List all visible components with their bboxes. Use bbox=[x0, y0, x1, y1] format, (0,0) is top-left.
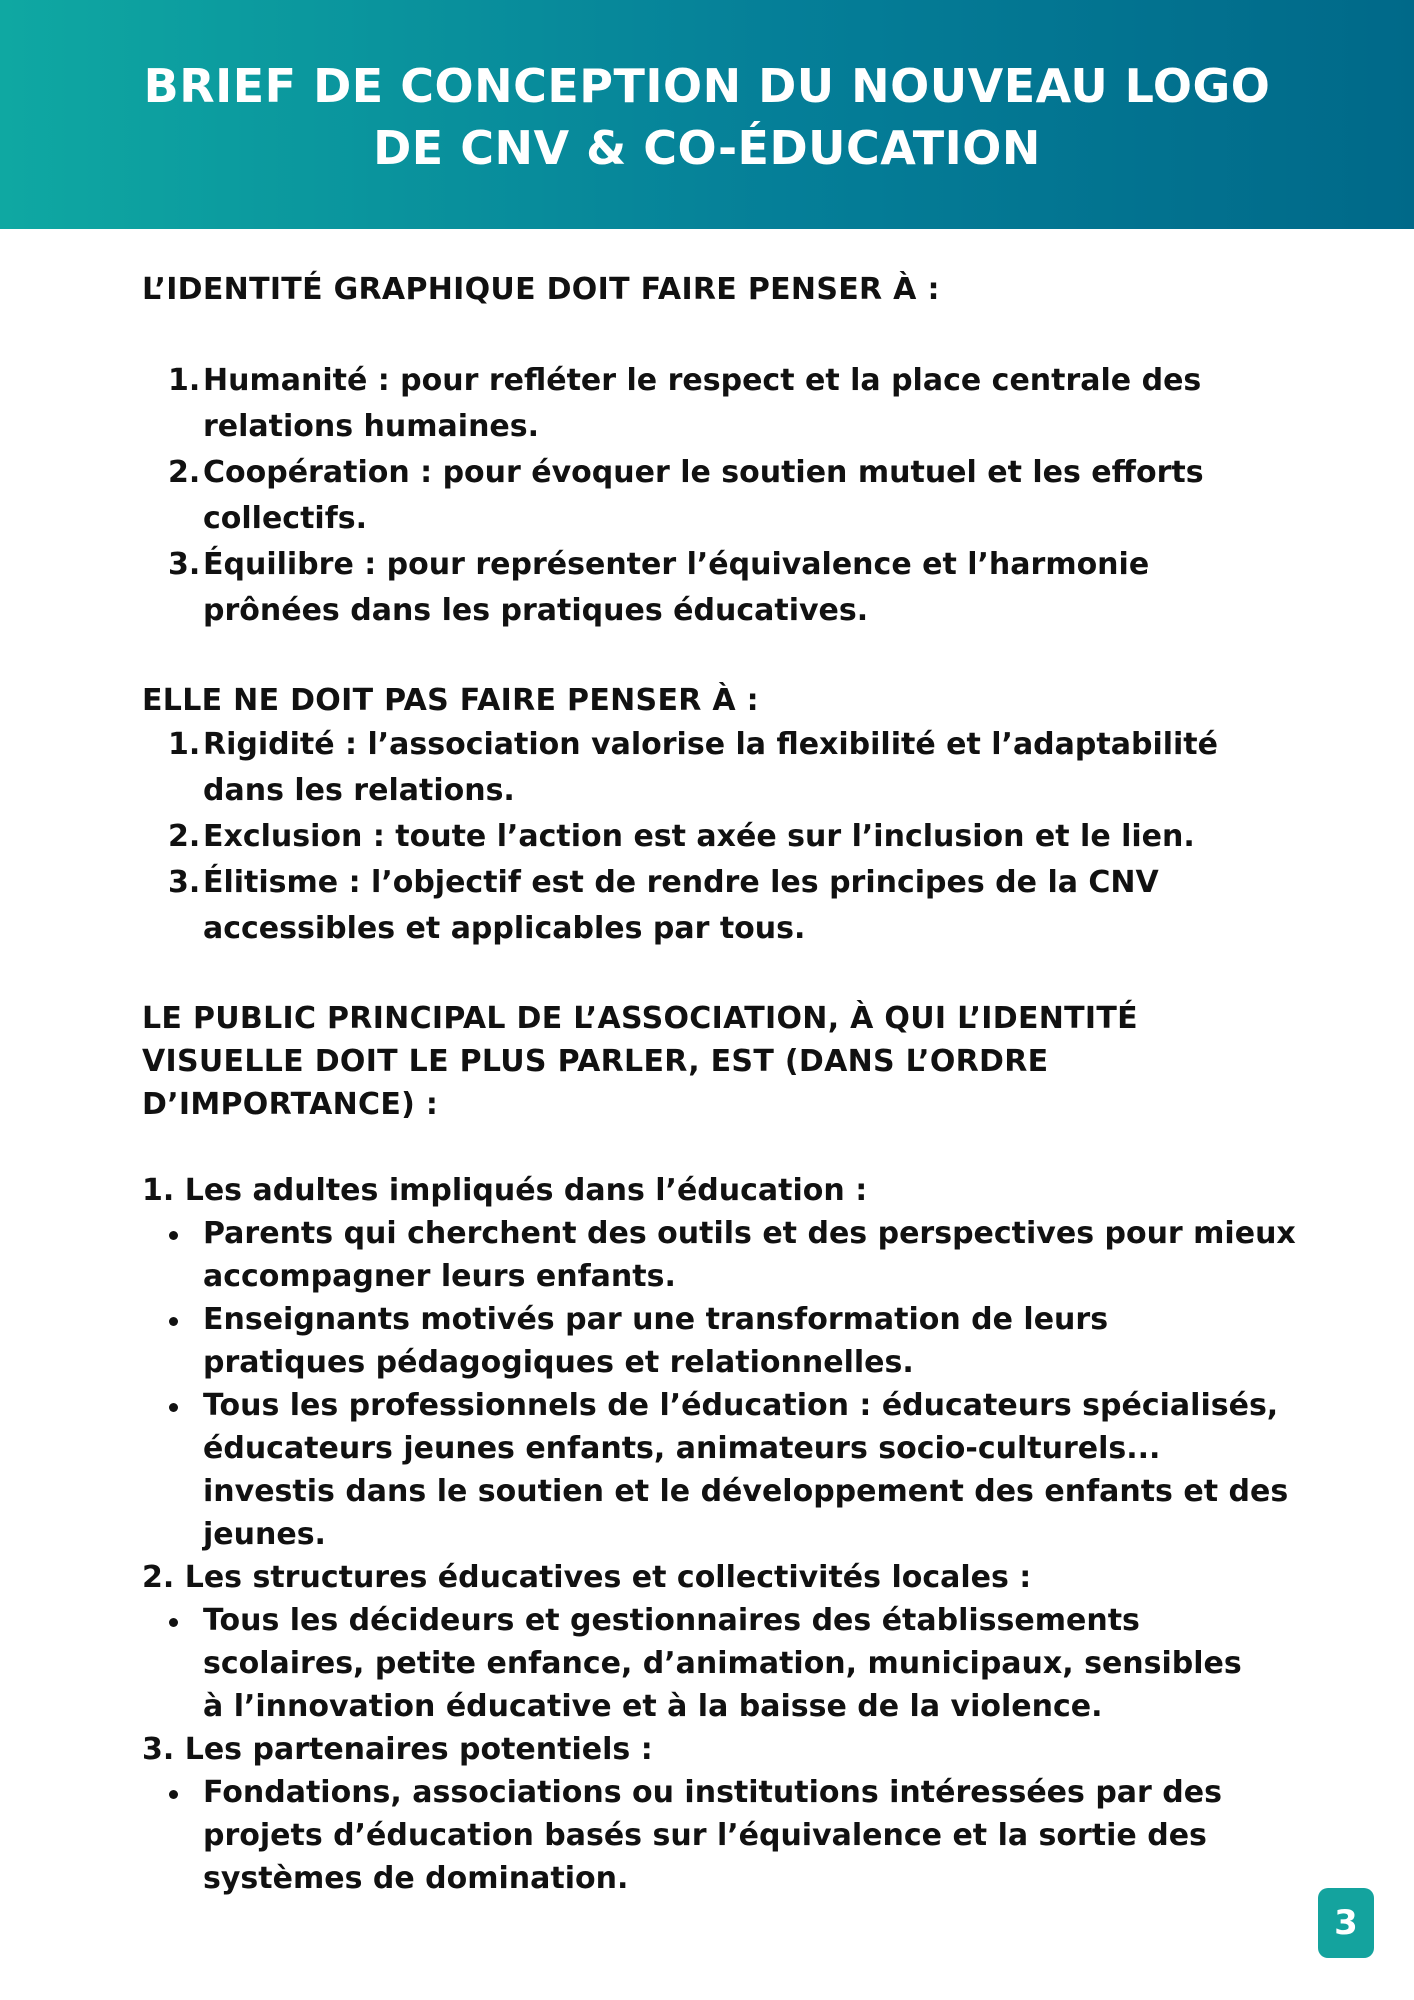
list-item-text: Humanité : pour refléter le respect et la place centrale des relations humaines. bbox=[203, 363, 1202, 444]
list-number: 2. bbox=[168, 455, 201, 490]
audience-bullets bbox=[142, 1599, 1302, 1728]
section-heading-audience: LE PUBLIC PRINCIPAL DE L’ASSOCIATION, À QUI L’IDENTITÉ VISUELLE DOIT LE PLUS PARLER, EST (DANS L’ORDRE D’IMPORTANCE) : bbox=[142, 1001, 1138, 1122]
list-item bbox=[142, 722, 1302, 814]
list-item bbox=[142, 358, 1217, 450]
bullet-dot bbox=[169, 1618, 178, 1627]
bullet-text: Parents qui cherchent des outils et des perspectives pour mieux accompagner leurs enfants. bbox=[203, 1216, 1296, 1294]
list-item-text: Rigidité : l’association valorise la flexibilité et l’adaptabilité dans les relations. bbox=[203, 727, 1218, 808]
page-title-line-1: BRIEF DE CONCEPTION DU NOUVEAU LOGO bbox=[143, 58, 1271, 113]
audience-group-label: 3. Les partenaires potentiels : bbox=[142, 1732, 653, 1767]
page-header bbox=[0, 0, 1414, 229]
list-number: 3. bbox=[168, 865, 201, 900]
section-heading-identity: L’IDENTITÉ GRAPHIQUE DOIT FAIRE PENSER À : bbox=[142, 272, 940, 307]
list-number: 1. bbox=[168, 727, 201, 762]
list-item-text: Élitisme : l’objectif est de rendre les principes de la CNV accessibles et applicables par tous. bbox=[203, 865, 1159, 946]
list-item bbox=[142, 860, 1182, 952]
list-item bbox=[142, 814, 1302, 860]
bullet-text: Fondations, associations ou institutions intéressées par des projets d’éducation basés sur l’équivalence et la sortie des systèmes de domination. bbox=[203, 1775, 1222, 1896]
section-heading-avoid: ELLE NE DOIT PAS FAIRE PENSER À : bbox=[142, 683, 759, 718]
document-body bbox=[142, 268, 1302, 1900]
bullet-dot bbox=[169, 1403, 178, 1412]
list-item-text: Équilibre : pour représenter l’équivalence et l’harmonie prônées dans les pratiques éducatives. bbox=[203, 547, 1150, 628]
audience-group-label: 1. Les adultes impliqués dans l’éducation : bbox=[142, 1173, 868, 1208]
audience-group-label: 2. Les structures éducatives et collectivités locales : bbox=[142, 1560, 1032, 1595]
bullet-item bbox=[142, 1599, 1242, 1728]
audience-bullets bbox=[142, 1771, 1302, 1900]
list-item bbox=[142, 542, 1217, 634]
bullet-dot bbox=[169, 1231, 178, 1240]
bullet-text: Tous les décideurs et gestionnaires des établissements scolaires, petite enfance, d’animation, municipaux, sensibles à l’innovation éducative et à la baisse de la violence. bbox=[203, 1603, 1242, 1724]
bullet-text: Enseignants motivés par une transformation de leurs pratiques pédagogiques et relationnelles. bbox=[203, 1302, 1109, 1380]
identity-list bbox=[142, 358, 1217, 634]
avoid-list bbox=[142, 722, 1302, 952]
audience-bullets bbox=[142, 1212, 1302, 1556]
list-item bbox=[142, 450, 1217, 542]
bullet-item bbox=[142, 1384, 1302, 1556]
bullet-item bbox=[142, 1298, 1262, 1384]
bullet-item bbox=[142, 1212, 1302, 1298]
list-number: 2. bbox=[168, 819, 201, 854]
page-title-line-2: DE CNV & CO-ÉDUCATION bbox=[373, 120, 1041, 175]
bullet-dot bbox=[169, 1317, 178, 1326]
list-number: 3. bbox=[168, 547, 201, 582]
bullet-dot bbox=[169, 1790, 178, 1799]
list-item-text: Exclusion : toute l’action est axée sur l’inclusion et le lien. bbox=[203, 819, 1195, 854]
audience-groups bbox=[142, 1169, 1302, 1900]
bullet-item bbox=[142, 1771, 1222, 1900]
list-item-text: Coopération : pour évoquer le soutien mutuel et les efforts collectifs. bbox=[203, 455, 1204, 536]
list-number: 1. bbox=[168, 363, 201, 398]
bullet-text: Tous les professionnels de l’éducation : éducateurs spécialisés, éducateurs jeunes enfants, animateurs socio-culturels... investis dans le soutien et le développement des enfants et des jeunes. bbox=[203, 1388, 1289, 1552]
page-number-badge: 3 bbox=[1318, 1888, 1374, 1958]
